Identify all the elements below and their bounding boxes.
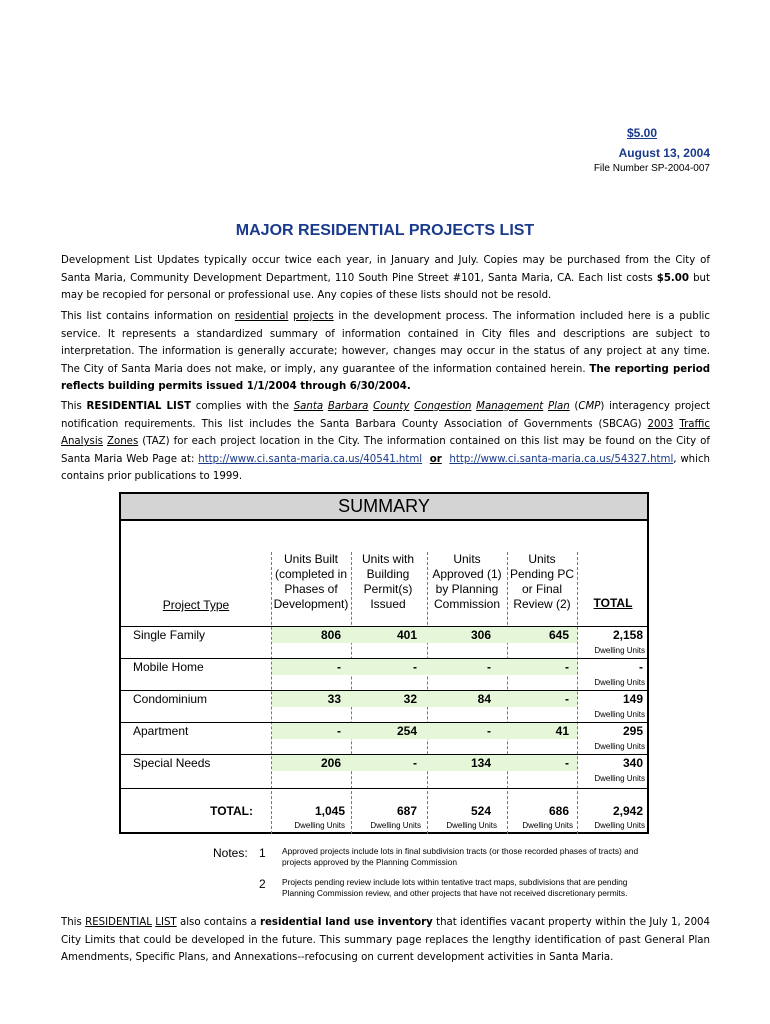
dwelling-units-label: Dwelling Units	[594, 821, 645, 830]
web-link-54327[interactable]: http://www.ci.santa-maria.ca.us/54327.html	[449, 453, 674, 465]
value-apartment-built: -	[337, 724, 341, 738]
row-label-apartment: Apartment	[133, 724, 189, 738]
text: LIST	[155, 917, 177, 928]
total-approved: 524	[470, 804, 491, 818]
total-single-family: 2,158	[612, 628, 643, 642]
file-number: File Number SP-2004-007	[593, 163, 710, 174]
total-mobile-home: -	[639, 660, 643, 674]
text: This	[61, 917, 86, 928]
note-text-1: Approved projects include lots in final subdivision tracts (or those recorded phases of tracts) and projects approved by the Planning Commission	[282, 846, 639, 867]
col-header-permits: Units with Building Permit(s) Issued	[361, 552, 414, 611]
totals-label: TOTAL:	[210, 804, 253, 818]
text: or	[429, 453, 442, 465]
text: This	[61, 401, 87, 412]
row-label-single-family: Single Family	[133, 628, 206, 642]
value-special-needs-built: 206	[320, 756, 341, 770]
value-mobile-home-pending: -	[565, 660, 569, 674]
text: Analysis	[61, 436, 103, 448]
summary-heading: SUMMARY	[121, 494, 647, 521]
dwelling-units-label: Dwelling Units	[594, 742, 645, 751]
text: ) interagency project notification requirements. This list includes the Santa Barbara County Association of Governments (SBCAG)	[61, 401, 710, 430]
price-inline: $5.00	[656, 272, 689, 284]
text: residential	[234, 311, 289, 322]
price-label: $5.00	[626, 126, 657, 140]
value-condominium-approved: 84	[477, 692, 491, 706]
text: in the development process. The information included here is a public service. It represents a standardized summary of information contained in City files and descriptions are subject to interpretation. The information is generally accurate; however, changes may occur in the status of any project at any time. The City of Santa Maria does not make, or imply, any guarantee of the information contained herein.	[61, 311, 710, 375]
text: , which contains prior publications to 1999.	[61, 453, 711, 483]
compliance-paragraph	[61, 398, 710, 486]
total-apartment: 295	[622, 724, 643, 738]
text: Development List Updates typically occur twice each year, in January and July. Copies may be purchased from the City of Santa Maria, Community Development Department, 110 South Pine Street #101, Santa Maria, CA. Each list costs	[61, 255, 710, 284]
summary-table	[119, 492, 649, 834]
value-single-family-approved: 306	[470, 628, 491, 642]
text: Management	[476, 401, 544, 412]
text: Plan	[547, 401, 570, 412]
col-header-built: Units Built (completed in Phases of Development)	[273, 552, 349, 611]
dwelling-units-label: Dwelling Units	[446, 821, 497, 830]
total-pending: 686	[548, 804, 569, 818]
text: complies with the	[191, 401, 294, 412]
col-header-project-type: Project Type	[162, 598, 230, 612]
text: CMP	[578, 401, 601, 412]
dwelling-units-label: Dwelling Units	[594, 710, 645, 719]
value-apartment-pending: 41	[555, 724, 569, 738]
value-single-family-pending: 645	[548, 628, 569, 642]
value-mobile-home-permits: -	[413, 660, 417, 674]
col-header-pending: Units Pending PC or Final Review (2)	[509, 552, 575, 611]
notes-label: Notes:	[213, 846, 248, 860]
text: but may be recopied for personal or professional use. Any copies of these lists should not be resold.	[61, 272, 710, 302]
disclaimer-paragraph	[61, 308, 710, 396]
note-number-1: 1	[259, 846, 266, 860]
value-mobile-home-approved: -	[487, 660, 491, 674]
row-label-condominium: Condominium	[133, 692, 208, 706]
dwelling-units-label: Dwelling Units	[294, 821, 345, 830]
col-header-total: TOTAL	[593, 596, 633, 610]
grand-total: 2,942	[612, 804, 643, 818]
dwelling-units-label: Dwelling Units	[522, 821, 573, 830]
text: Traffic	[679, 418, 710, 430]
dwelling-units-label: Dwelling Units	[594, 646, 645, 655]
dwelling-units-label: Dwelling Units	[370, 821, 421, 830]
text: Santa	[293, 401, 324, 412]
row-label-mobile-home: Mobile Home	[133, 660, 204, 674]
reporting-period: The reporting period reflects building permits issued 1/1/2004 through 6/30/2004.	[61, 363, 710, 393]
value-special-needs-permits: -	[413, 756, 417, 770]
row-label-special-needs: Special Needs	[133, 756, 211, 770]
value-condominium-permits: 32	[403, 692, 417, 706]
dwelling-units-label: Dwelling Units	[594, 678, 645, 687]
value-special-needs-approved: 134	[470, 756, 491, 770]
text: 2003	[647, 418, 674, 430]
text: RESIDENTIAL LIST	[86, 401, 192, 412]
text: also contains a	[176, 917, 260, 928]
value-single-family-built: 806	[320, 628, 341, 642]
text: that identifies vacant property within the July 1, 2004 City Limits that could be developed in the future. This summary page replaces the lengthy identification of past General Plan Amendments, Specific Plans, and Annexations--refocusing on current development activities in Santa Maria.	[61, 917, 711, 964]
date-label: August 13, 2004	[618, 146, 710, 160]
value-apartment-approved: -	[487, 724, 491, 738]
note-number-2: 2	[259, 877, 266, 891]
inventory-paragraph	[61, 914, 710, 967]
text: County	[373, 401, 410, 412]
note-text-2: Projects pending review include lots within tentative tract maps, subdivisions that are pending Planning Commission review, and other projects that have not received discretionary permits.	[282, 877, 628, 898]
col-header-approved: Units Approved (1) by Planning Commission	[432, 552, 502, 611]
totals-rule	[121, 788, 647, 789]
text: RESIDENTIAL	[85, 917, 152, 928]
value-condominium-built: 33	[327, 692, 341, 706]
total-condominium: 149	[622, 692, 643, 706]
page-title: MAJOR RESIDENTIAL PROJECTS LIST	[235, 222, 535, 239]
intro-paragraph	[61, 252, 710, 305]
value-special-needs-pending: -	[565, 756, 569, 770]
total-built: 1,045	[314, 804, 345, 818]
value-mobile-home-built: -	[337, 660, 341, 674]
inventory-term: residential land use inventory	[259, 917, 433, 928]
value-condominium-pending: -	[565, 692, 569, 706]
total-special-needs: 340	[622, 756, 643, 770]
web-link-40541[interactable]: http://www.ci.santa-maria.ca.us/40541.html	[198, 453, 423, 465]
value-single-family-permits: 401	[396, 628, 417, 642]
text: (	[569, 401, 579, 412]
value-apartment-permits: 254	[396, 724, 417, 738]
text: (TAZ) for each project location in the City. The information contained on this list may be found on the City of Santa Maria Web Page at:	[61, 436, 710, 465]
text: Zones	[107, 436, 139, 448]
dwelling-units-label: Dwelling Units	[594, 774, 645, 783]
text: Barbara	[327, 401, 369, 412]
total-permits: 687	[396, 804, 417, 818]
text: This list contains information on	[61, 311, 235, 322]
text: Congestion	[414, 401, 472, 412]
text: projects	[293, 311, 334, 322]
